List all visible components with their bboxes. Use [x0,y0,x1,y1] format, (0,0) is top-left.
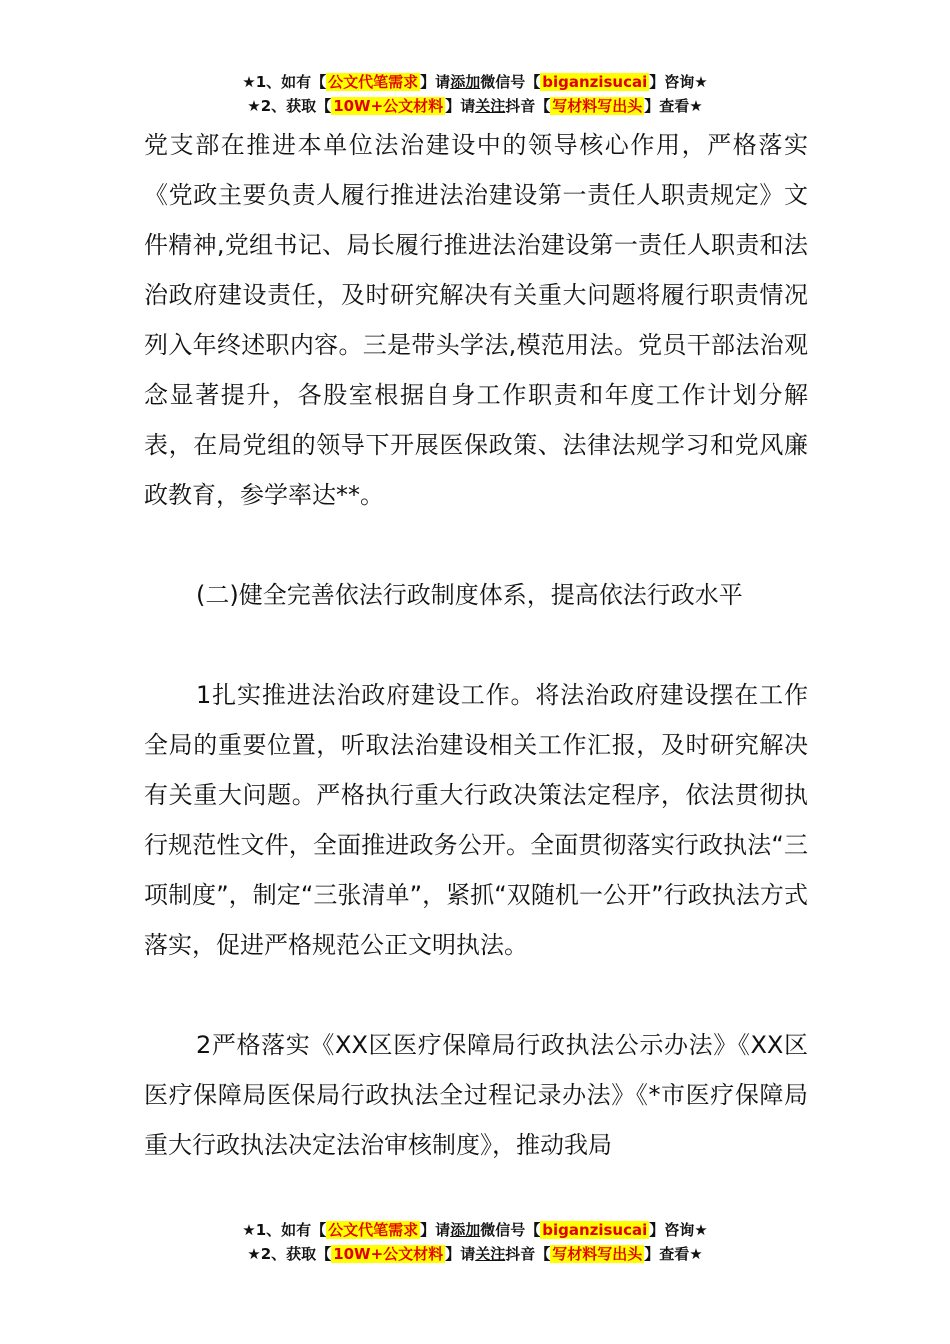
highlight-douyin: 写材料写出头 [552,97,643,115]
promo-line-2: ★2、获取【 10W+公文材料 】请关注抖音【 写材料写出头 】查看★ [247,97,703,115]
promo-line-2: ★2、获取【 10W+公文材料 】请关注抖音【 写材料写出头 】查看★ [247,1245,703,1263]
promo-line-1: ★1、如有【 公文代笔需求 】请添加微信号【 biganzisucai 】咨询★ [242,73,708,91]
body-paragraph-2: 1扎实推进法治政府建设工作。将法治政府建设摆在工作全局的重要位置，听取法治建设相关工作汇报，及时研究解决有关重大问题。严格执行重大行政决策法定程序，依法贯彻执行规范性文件，全面推进政务公开。全面贯彻落实行政执法“三项制度”，制定“三张清单”，紧抓“双随机一公开”行政执法方式落实，促进严格规范公正文明执法。 [144,681,808,959]
body-paragraph-3: 2严格落实《XX区医疗保障局行政执法公示办法》《XX区医疗保障局医保局行政执法全过程记录办法》《*市医疗保障局重大行政执法决定法治审核制度》，推动我局 [144,1031,808,1159]
highlight-materials: 10W+公文材料 [333,97,444,115]
highlight-douyin: 写材料写出头 [552,1245,643,1263]
highlight-service: 公文代笔需求 [328,73,419,91]
body-paragraph-1: 党支部在推进本单位法治建设中的领导核心作用，严格落实《党政主要负责人履行推进法治建设第一责任人职责规定》文件精神,党组书记、局长履行推进法治建设第一责任人职责和法治政府建设责任，及时研究解决有关重大问题将履行职责情况列入年终述职内容。三是带头学法,模范用法。党员干部法治观念显著提升，各股室根据自身工作职责和年度工作计划分解表，在局党组的领导下开展医保政策、法律法规学习和党风廉政教育，参学率达**。 [144,131,808,509]
highlight-wechat-id: biganzisucai [542,1221,648,1239]
section-heading-2: (二)健全完善依法行政制度体系，提高依法行政水平 [196,581,743,609]
document-body [144,120,808,1170]
highlight-wechat-id: biganzisucai [542,73,648,91]
bottom-promo-banner [0,1218,950,1266]
promo-line-1: ★1、如有【 公文代笔需求 】请添加微信号【 biganzisucai 】咨询★ [242,1221,708,1239]
top-promo-banner [0,70,950,118]
highlight-materials: 10W+公文材料 [333,1245,444,1263]
highlight-service: 公文代笔需求 [328,1221,419,1239]
